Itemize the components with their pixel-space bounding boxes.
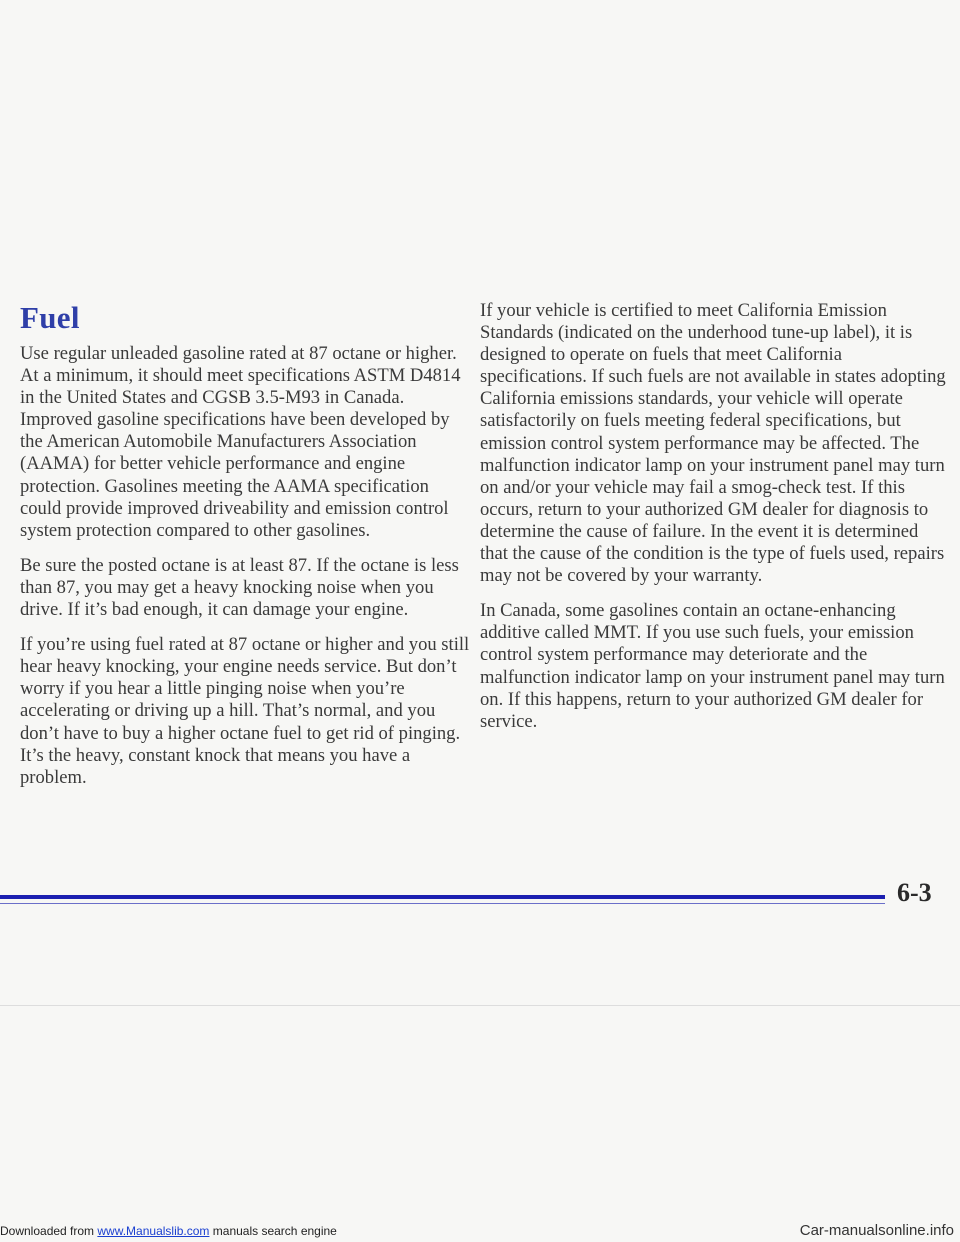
section-title: Fuel <box>20 300 80 335</box>
footer-rule-thick <box>0 895 885 899</box>
manualslib-link[interactable]: www.Manualslib.com <box>97 1224 210 1238</box>
download-footer <box>0 1224 337 1238</box>
scan-divider <box>0 1005 960 1006</box>
footer-rule-thin <box>0 903 885 904</box>
watermark-text: Car-manualsonline.info <box>799 1222 954 1239</box>
footer-prefix: Downloaded from <box>0 1224 98 1238</box>
paragraph-octane-minimum: Be sure the posted octane is at least 87. If the octane is less than 87, you may get a heavy knocking noise when you drive. If it’s bad enough, it can damage your engine. <box>20 554 459 621</box>
paragraph-fuel-spec: Use regular unleaded gasoline rated at 87 octane or higher. At a minimum, it should meet specifications ASTM D4814 in the United States and CGSB 3.5-M93 in Canada. Improved gasoline specifications have been developed by the American Automobile Manufacturers Association (AAMA) for better vehicle performance and engine protection. Gasolines meeting the AAMA specification could provide improved driveability and emission control system protection compared to other gasolines. <box>20 343 461 541</box>
paragraph-knocking: If you’re using fuel rated at 87 octane or higher and you still hear heavy knocking, your engine needs service. But don’t worry if you hear a little pinging noise when you’re accelerating or driving up a hill. That’s normal, and you don’t have to buy a higher octane fuel to get rid of pinging. It’s the heavy, constant knock that means you have a problem. <box>20 634 470 788</box>
paragraph-california-emission: If your vehicle is certified to meet California Emission Standards (indicated on the underhood tune-up label), it is designed to operate on fuels that meet California specifications. If such fuels are not available in states adopting California emissions standards, your vehicle will operate satisfactorily on fuels meeting federal specifications, but emission control system performance may be affected. The malfunction indicator lamp on your instrument panel may turn on and/or your vehicle may fail a smog-check test. If this occurs, return to your authorized GM dealer for diagnosis to determine the cause of failure. In the event it is determined that the cause of the condition is the type of fuels used, repairs may not be covered by your warranty. <box>480 300 946 587</box>
left-column <box>20 343 472 802</box>
right-column <box>480 300 946 746</box>
paragraph-canada-mmt: In Canada, some gasolines contain an octane-enhancing additive called MMT. If you use such fuels, your emission control system performance may deteriorate and the malfunction indicator lamp on your instrument panel may turn on. If this happens, return to your authorized GM dealer for service. <box>480 600 945 732</box>
page-number: 6-3 <box>897 878 932 907</box>
footer-suffix: manuals search engine <box>209 1224 337 1238</box>
